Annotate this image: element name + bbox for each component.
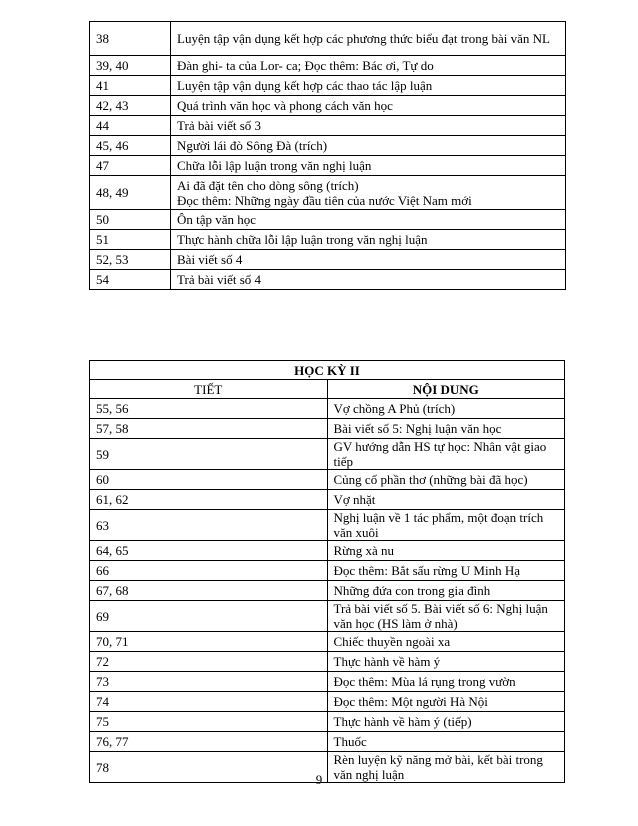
lesson-content: Người lái đò Sông Đà (trích) [171,136,566,156]
lesson-content: Thực hành về hàm ý (tiếp) [327,712,565,732]
table-row [90,76,566,96]
lesson-period: 39, 40 [90,56,171,76]
lesson-table-semester2 [89,360,565,783]
lesson-period: 41 [90,76,171,96]
lesson-content: Chữa lỗi lập luận trong văn nghị luận [171,156,566,176]
lesson-content: Thuốc [327,732,565,752]
lesson-period: 61, 62 [90,490,328,510]
lesson-content: Bài viết số 5: Nghị luận văn học [327,419,565,439]
lesson-period: 78 [90,752,328,783]
lesson-content: Thực hành chữa lỗi lập luận trong văn nghị luận [171,230,566,250]
lesson-content: Trả bài viết số 5. Bài viết số 6: Nghị luận văn học (HS làm ở nhà) [327,601,565,632]
table-row [90,156,566,176]
lesson-table-semester2-body [90,399,565,783]
lesson-period: 50 [90,210,171,230]
lesson-content: Ôn tập văn học [171,210,566,230]
table-row [90,712,565,732]
table-row [90,601,565,632]
column-header-noi-dung: NỘI DUNG [327,380,565,399]
lesson-period: 74 [90,692,328,712]
lesson-content: Nghị luận về 1 tác phẩm, một đoạn trích văn xuôi [327,510,565,541]
lesson-content: Trả bài viết số 4 [171,270,566,290]
lesson-period: 59 [90,439,328,470]
lesson-period: 76, 77 [90,732,328,752]
table-row [90,230,566,250]
lesson-content: Vợ chồng A Phủ (trích) [327,399,565,419]
lesson-content: Quá trình văn học và phong cách văn học [171,96,566,116]
lesson-content: Rừng xà nu [327,541,565,561]
lesson-period: 64, 65 [90,541,328,561]
column-header-tiet: TIẾT [90,380,328,399]
table-row [90,510,565,541]
lesson-period: 54 [90,270,171,290]
lesson-period: 69 [90,601,328,632]
table-row [90,439,565,470]
lesson-content: Đọc thêm: Bắt sấu rừng U Minh Hạ [327,561,565,581]
lesson-content-line: Đọc thêm: Những ngày đầu tiên của nước Việt Nam mới [177,192,472,208]
lesson-content: Đọc thêm: Một người Hà Nội [327,692,565,712]
lesson-content: Luyện tập vận dụng kết hợp các phương thức biểu đạt trong bài văn NL [171,22,566,56]
lesson-period: 70, 71 [90,632,328,652]
lesson-content: Đọc thêm: Mùa lá rụng trong vườn [327,672,565,692]
lesson-period: 45, 46 [90,136,171,156]
lesson-content: Bài viết số 4 [171,250,566,270]
lesson-content: Rèn luyện kỹ năng mở bài, kết bài trong văn nghị luận [327,752,565,783]
lesson-content: Chiếc thuyền ngoài xa [327,632,565,652]
lesson-period: 57, 58 [90,419,328,439]
lesson-period: 48, 49 [90,176,171,210]
lesson-period: 52, 53 [90,250,171,270]
lesson-period: 44 [90,116,171,136]
lesson-period: 67, 68 [90,581,328,601]
table-row [90,561,565,581]
table-row [90,399,565,419]
lesson-table-part1-body [90,22,566,290]
semester-title: HỌC KỲ II [90,361,565,380]
lesson-period: 60 [90,470,328,490]
table-row [90,56,566,76]
table-row [90,116,566,136]
lesson-period: 73 [90,672,328,692]
table-row [90,470,565,490]
lesson-period: 63 [90,510,328,541]
lesson-table-part1 [89,21,566,290]
table-row [90,541,565,561]
table-row [90,176,566,210]
table-row [90,419,565,439]
lesson-content: Những đứa con trong gia đình [327,581,565,601]
lesson-period: 38 [90,22,171,56]
lesson-period: 42, 43 [90,96,171,116]
lesson-content: Vợ nhặt [327,490,565,510]
lesson-content: GV hướng dẫn HS tự học: Nhân vật giao tiếp [327,439,565,470]
table-row [90,250,566,270]
table-row [90,692,565,712]
table-row [90,210,566,230]
table-row [90,270,566,290]
table-row [90,22,566,56]
lesson-content: Luyện tập vận dụng kết hợp các thao tác lập luận [171,76,566,96]
lesson-period: 75 [90,712,328,732]
lesson-period: 47 [90,156,171,176]
table-row [90,632,565,652]
table-row [90,672,565,692]
table-row [90,136,566,156]
lesson-content-line: Ai đã đặt tên cho dòng sông (trích) [177,177,359,193]
lesson-content: Đàn ghi- ta của Lor- ca; Đọc thêm: Bác ơi, Tự do [171,56,566,76]
lesson-period: 72 [90,652,328,672]
table-row [90,490,565,510]
table-row [90,581,565,601]
lesson-content [171,176,566,210]
lesson-content: Củng cố phần thơ (những bài đã học) [327,470,565,490]
table-row [90,732,565,752]
lesson-period: 66 [90,561,328,581]
table-row [90,96,566,116]
page-number: 9 [315,772,323,787]
lesson-content: Trả bài viết số 3 [171,116,566,136]
lesson-period: 55, 56 [90,399,328,419]
table-row [90,652,565,672]
lesson-content: Thực hành về hàm ý [327,652,565,672]
lesson-period: 51 [90,230,171,250]
